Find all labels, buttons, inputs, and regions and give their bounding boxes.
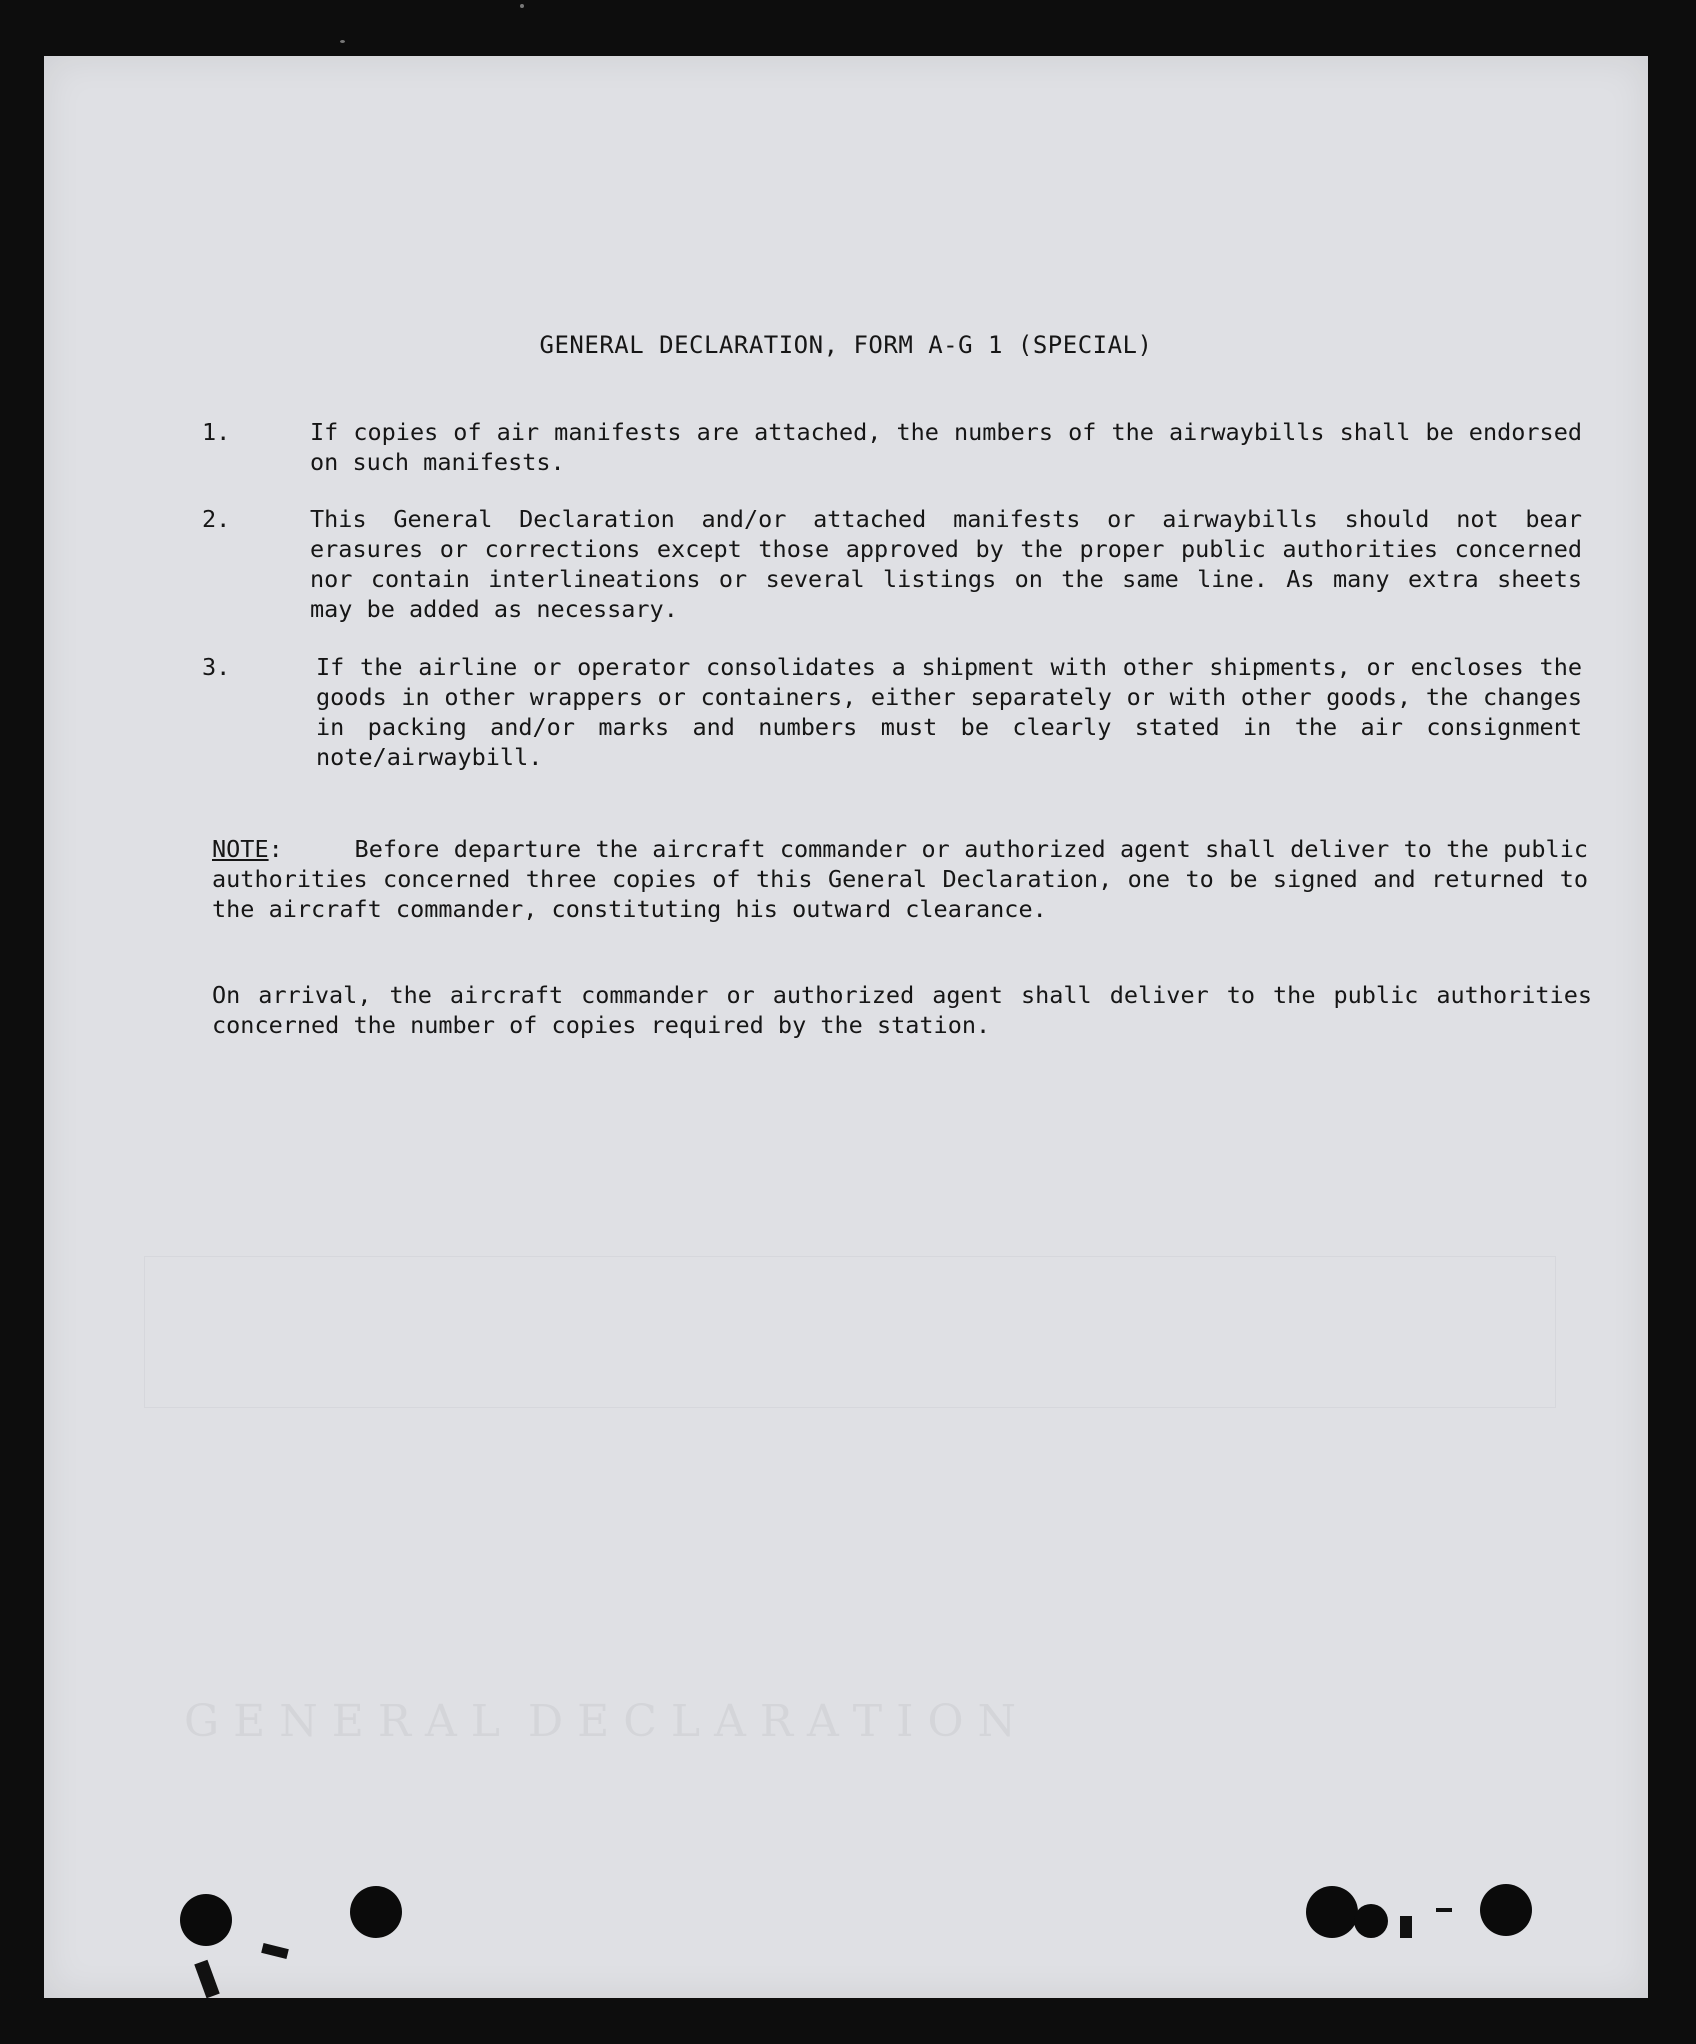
punch-hole — [350, 1886, 402, 1938]
list-item — [202, 652, 1582, 772]
item-text: This General Declaration and/or attached manifests or airwaybills should not bear erasures or corrections except those approved by the proper public authorities concerned nor contain interlineations or several listings on the same line. As many extra sheets may be added as necessary. — [310, 505, 1582, 623]
ink-blot — [1400, 1916, 1412, 1938]
item-text: If the airline or operator consolidates a shipment with other shipments, or encloses the goods in other wrappers or containers, either separately or with other goods, the changes in packing and/or marks and numbers must be clearly stated in the air consignment note/airwaybill. — [316, 653, 1582, 771]
page-title: GENERAL DECLARATION, FORM A-G 1 (SPECIAL) — [539, 331, 1153, 359]
item-number: 1. — [202, 418, 231, 446]
item-text: If copies of air manifests are attached, the numbers of the airwaybills shall be endorsed on such manifests. — [310, 418, 1582, 476]
note-label: NOTE — [212, 835, 269, 863]
punch-hole — [180, 1894, 232, 1946]
show-through-text: G E N E R A L D E C L A R A T I O N — [184, 1696, 1017, 1747]
ink-blot — [194, 1960, 219, 1998]
ink-blot — [1436, 1908, 1452, 1912]
punch-hole — [1354, 1904, 1388, 1938]
show-through-frame — [144, 1256, 1556, 1408]
item-number: 2. — [202, 505, 231, 533]
item-number: 3. — [202, 653, 231, 681]
arrival-paragraph: On arrival, the aircraft commander or authorized agent shall deliver to the public authorities concerned the number of copies required by the station. — [212, 981, 1592, 1039]
ink-blot — [261, 1943, 289, 1959]
punch-hole — [1480, 1884, 1532, 1936]
list-item — [202, 417, 1582, 477]
punch-hole — [1306, 1886, 1358, 1938]
note-paragraph: NOTE: Before departure the aircraft commander or authorized agent shall deliver to the public authorities concerned three copies of this General Declaration, one to be signed and returned to the aircraft commander, constituting his outward clearance. — [212, 835, 1588, 923]
list-item — [202, 504, 1582, 624]
note-text: Before departure the aircraft commander or authorized agent shall deliver to the public authorities concerned three copies of this General Declaration, one to be signed and returned to the aircraft commander, constituting his outward clearance. — [212, 835, 1588, 923]
document-page — [44, 56, 1648, 1998]
scan-speck — [520, 4, 524, 8]
scan-speck — [340, 40, 345, 43]
